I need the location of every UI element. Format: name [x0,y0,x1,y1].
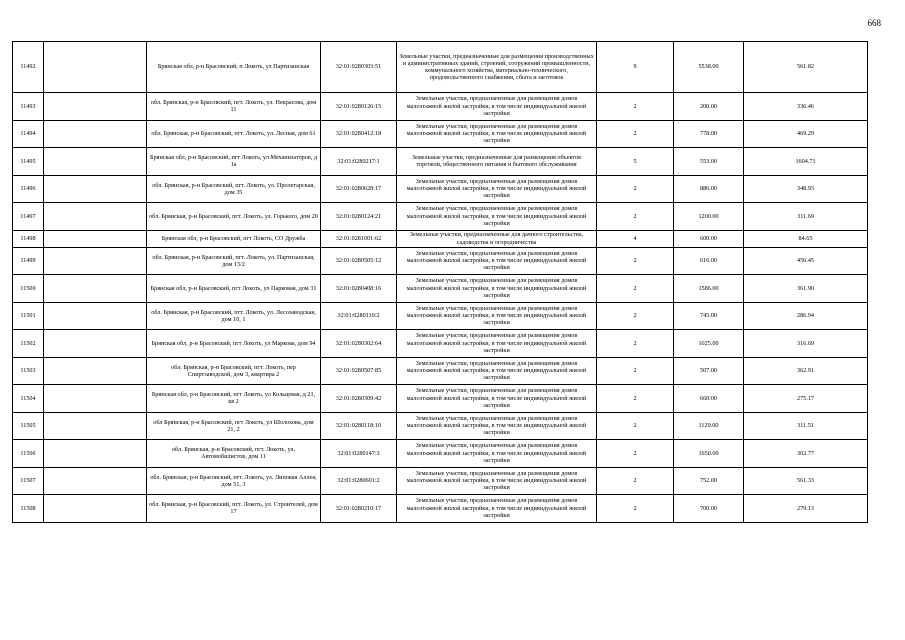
table-row [13,495,868,523]
empty-cell [44,440,147,468]
empty-cell [44,148,147,176]
area-cell: 1200.00 [674,203,744,231]
empty-cell [44,230,147,247]
specific-value-cell: 561.82 [744,42,868,93]
table-row [13,357,868,385]
land-use-cell: Земельные участки, предназначенные для размещения домов малоэтажной жилой застройки, в том числе индивидуальной жилой застройки [397,357,597,385]
specific-value-cell: 275.17 [744,385,868,413]
land-use-cell: Земельные участки, предназначенные для размещения домов малоэтажной жилой застройки, в том числе индивидуальной жилой застройки [397,203,597,231]
cadastral-number-cell: 32:01:0280118:10 [321,412,397,440]
row-number-cell: 11504 [13,385,44,413]
specific-value-cell: 84.65 [744,230,868,247]
land-use-cell: Земельные участки, предназначенные для размещения домов малоэтажной жилой застройки, в том числе индивидуальной жилой застройки [397,247,597,275]
area-cell: 752.00 [674,467,744,495]
address-cell: обл. Брянская, р-н Брасовский, пгт. Локоть, ул. Пролетарская, дом 35 [147,175,321,203]
cadastral-number-cell: 32:01:0280412:18 [321,120,397,148]
specific-value-cell: 469.29 [744,120,868,148]
address-cell: Брянская обл, р-н Брасовский, пгт Локоть, ул Парковая, дом 31 [147,275,321,303]
table-row [13,203,868,231]
use-group-cell: 5 [597,148,674,176]
use-group-cell: 4 [597,230,674,247]
row-number-cell: 11498 [13,230,44,247]
use-group-cell: 2 [597,495,674,523]
address-cell: обл. Брянская, р-н Брасовский, пгт. Локоть, ул. Липовая Аллея, дом 51, 3 [147,467,321,495]
use-group-cell: 2 [597,385,674,413]
area-cell: 745.00 [674,302,744,330]
specific-value-cell: 286.94 [744,302,868,330]
land-use-cell: Земельные участки, предназначенные для размещения домов малоэтажной жилой застройки, в том числе индивидуальной жилой застройки [397,440,597,468]
row-number-cell: 11500 [13,275,44,303]
table-row [13,440,868,468]
cadastral-number-cell: 32:01:0280126:15 [321,93,397,121]
use-group-cell: 2 [597,275,674,303]
cadastral-value-table [12,41,868,523]
cadastral-number-cell: 32:01:0280309:42 [321,385,397,413]
row-number-cell: 11497 [13,203,44,231]
land-use-cell: Земельные участки, предназначенные для размещения домов малоэтажной жилой застройки, в том числе индивидуальной жилой застройки [397,495,597,523]
use-group-cell: 2 [597,120,674,148]
use-group-cell: 9 [597,42,674,93]
cadastral-number-cell: 32:01:0280110:2 [321,302,397,330]
specific-value-cell: 362.91 [744,357,868,385]
specific-value-cell: 1604.71 [744,148,868,176]
empty-cell [44,175,147,203]
row-number-cell: 11492 [13,42,44,93]
use-group-cell: 2 [597,330,674,358]
row-number-cell: 11501 [13,302,44,330]
address-cell: обл. Брянская, р-н Брасовский, пгт. Локоть, ул. Строителей, дом 17 [147,495,321,523]
empty-cell [44,385,147,413]
empty-cell [44,412,147,440]
land-use-cell: Земельные участки, предназначенные для размещения домов малоэтажной жилой застройки, в том числе индивидуальной жилой застройки [397,330,597,358]
address-cell: Брянская обл, р-н Брасовский, п Локоть, ул Партизанская [147,42,321,93]
cadastral-number-cell: 32:01:0280124:21 [321,203,397,231]
table-row [13,148,868,176]
table-row [13,275,868,303]
use-group-cell: 2 [597,467,674,495]
row-number-cell: 11505 [13,412,44,440]
area-cell: 700.00 [674,495,744,523]
table-body [13,42,868,523]
specific-value-cell: 279.13 [744,495,868,523]
address-cell: обл. Брянская, р-н Брасовский, пгт. Локоть, ул. Некрасова, дом 11 [147,93,321,121]
land-use-cell: Земельные участки, предназначенные для размещения домов малоэтажной жилой застройки, в том числе индивидуальной жилой застройки [397,120,597,148]
row-number-cell: 11496 [13,175,44,203]
land-use-cell: Земельные участки, предназначенные для размещения домов малоэтажной жилой застройки, в том числе индивидуальной жилой застройки [397,302,597,330]
address-cell: Брянская обл, р-н Брасовский, пгт Локоть, ул Маркова, дом 94 [147,330,321,358]
area-cell: 778.00 [674,120,744,148]
row-number-cell: 11502 [13,330,44,358]
use-group-cell: 2 [597,412,674,440]
specific-value-cell: 336.46 [744,93,868,121]
row-number-cell: 11508 [13,495,44,523]
area-cell: 1586.00 [674,275,744,303]
row-number-cell: 11493 [13,93,44,121]
area-cell: 553.00 [674,148,744,176]
address-cell: Брянская обл, р-н Брасовский, пгт Локоть, ул Механизаторов, д 1а [147,148,321,176]
cadastral-number-cell: 32:01:0280302:64 [321,330,397,358]
address-cell: Брянская обл, р-н Брасовский, пгт Локоть, СО Дружба [147,230,321,247]
empty-cell [44,330,147,358]
table-row [13,412,868,440]
area-cell: 886.00 [674,175,744,203]
address-cell: Брянская обл, р-н Брасовский, пгт Локоть, ул Кольцевая, д 21, кв 2 [147,385,321,413]
use-group-cell: 2 [597,302,674,330]
land-use-cell: Земельные участки, предназначенные для размещения домов малоэтажной жилой застройки, в том числе индивидуальной жилой застройки [397,385,597,413]
empty-cell [44,120,147,148]
area-cell: 5538.00 [674,42,744,93]
specific-value-cell: 302.77 [744,440,868,468]
land-use-cell: Земельные участки, предназначенные для размещения домов малоэтажной жилой застройки, в том числе индивидуальной жилой застройки [397,467,597,495]
row-number-cell: 11503 [13,357,44,385]
land-use-cell: Земельные участки, предназначенные для размещения объектов торговли, общественного питания и бытового обслуживания [397,148,597,176]
address-cell: обл. Брянская, р-н Брасовский, пгт. Локоть, ул. Лесозаводская, дом 10, 1 [147,302,321,330]
specific-value-cell: 311.51 [744,412,868,440]
empty-cell [44,247,147,275]
cadastral-number-cell: 32:01:0280303:51 [321,42,397,93]
area-cell: 616.00 [674,247,744,275]
table-row [13,120,868,148]
empty-cell [44,495,147,523]
area-cell: 1025.00 [674,330,744,358]
area-cell: 200.00 [674,93,744,121]
specific-value-cell: 316.69 [744,330,868,358]
row-number-cell: 11494 [13,120,44,148]
row-number-cell: 11495 [13,148,44,176]
cadastral-number-cell: 32:01:0281001:62 [321,230,397,247]
table-row [13,42,868,93]
use-group-cell: 2 [597,203,674,231]
use-group-cell: 2 [597,247,674,275]
cadastral-number-cell: 32:01:0280217:1 [321,148,397,176]
specific-value-cell: 456.45 [744,247,868,275]
cadastral-number-cell: 32:01:0280505:12 [321,247,397,275]
cadastral-number-cell: 32:01:0280210:17 [321,495,397,523]
page-number: 668 [867,18,881,28]
row-number-cell: 11506 [13,440,44,468]
land-use-cell: Земельные участки, предназначенные для размещения домов малоэтажной жилой застройки, в том числе индивидуальной жилой застройки [397,412,597,440]
table-row [13,247,868,275]
table-row [13,467,868,495]
empty-cell [44,467,147,495]
land-use-cell: Земельные участки, предназначенные для размещения домов малоэтажной жилой застройки, в том числе индивидуальной жилой застройки [397,275,597,303]
specific-value-cell: 348.93 [744,175,868,203]
table-row [13,330,868,358]
use-group-cell: 2 [597,93,674,121]
area-cell: 600.00 [674,230,744,247]
empty-cell [44,203,147,231]
address-cell: обл. Брянская, р-н Брасовский, пгт. Локоть, ул. Лесная, дом 61 [147,120,321,148]
land-use-cell: Земельные участки, предназначенные для размещения домов малоэтажной жилой застройки, в том числе индивидуальной жилой застройки [397,175,597,203]
specific-value-cell: 561.33 [744,467,868,495]
empty-cell [44,42,147,93]
cadastral-number-cell: 32:01:0280147:3 [321,440,397,468]
specific-value-cell: 361.90 [744,275,868,303]
empty-cell [44,302,147,330]
cadastral-number-cell: 32:01:0280408:16 [321,275,397,303]
table-row [13,93,868,121]
area-cell: 1129.00 [674,412,744,440]
cadastral-number-cell: 32:01:0280507:85 [321,357,397,385]
area-cell: 1650.00 [674,440,744,468]
address-cell: обл. Брянская, р-н Брасовский, пгт. Локоть, ул. Автомобилистов, дом 11 [147,440,321,468]
empty-cell [44,357,147,385]
use-group-cell: 2 [597,357,674,385]
table-row [13,230,868,247]
land-use-cell: Земельные участки, предназначенные для дачного строительства, садоводства и огородничества [397,230,597,247]
empty-cell [44,275,147,303]
area-cell: 507.00 [674,357,744,385]
cadastral-number-cell: 32:01:0280601:2 [321,467,397,495]
cadastral-number-cell: 32:01:0280628:17 [321,175,397,203]
table-row [13,302,868,330]
address-cell: обл. Брянская, р-н Брасовский, пгт. Локоть, ул. Партизанская, дом 13/2 [147,247,321,275]
empty-cell [44,93,147,121]
table-row [13,385,868,413]
address-cell: обл. Брянская, р-н Брасовский, пгт. Локоть, ул. Горького, дом 20 [147,203,321,231]
land-use-cell: Земельные участки, предназначенные для размещения домов малоэтажной жилой застройки, в том числе индивидуальной жилой застройки [397,93,597,121]
row-number-cell: 11499 [13,247,44,275]
land-use-cell: Земельные участки, предназначенные для размещения производственных и административных зданий, строений, сооружений промышленности, коммунального хозяйства, материально-технического, продовольственного снабжения, сбыта и заготовок [397,42,597,93]
address-cell: обл. Брянская, р-н Брасовский, пгт. Локоть, пер Спиртзаводской, дом 3, квартира 2 [147,357,321,385]
address-cell: обл Брянская, р-н Брасовский, пгт Локоть, ул Шолохова, дом 21, 2 [147,412,321,440]
specific-value-cell: 311.69 [744,203,868,231]
row-number-cell: 11507 [13,467,44,495]
area-cell: 660.00 [674,385,744,413]
use-group-cell: 2 [597,440,674,468]
table-row [13,175,868,203]
use-group-cell: 2 [597,175,674,203]
